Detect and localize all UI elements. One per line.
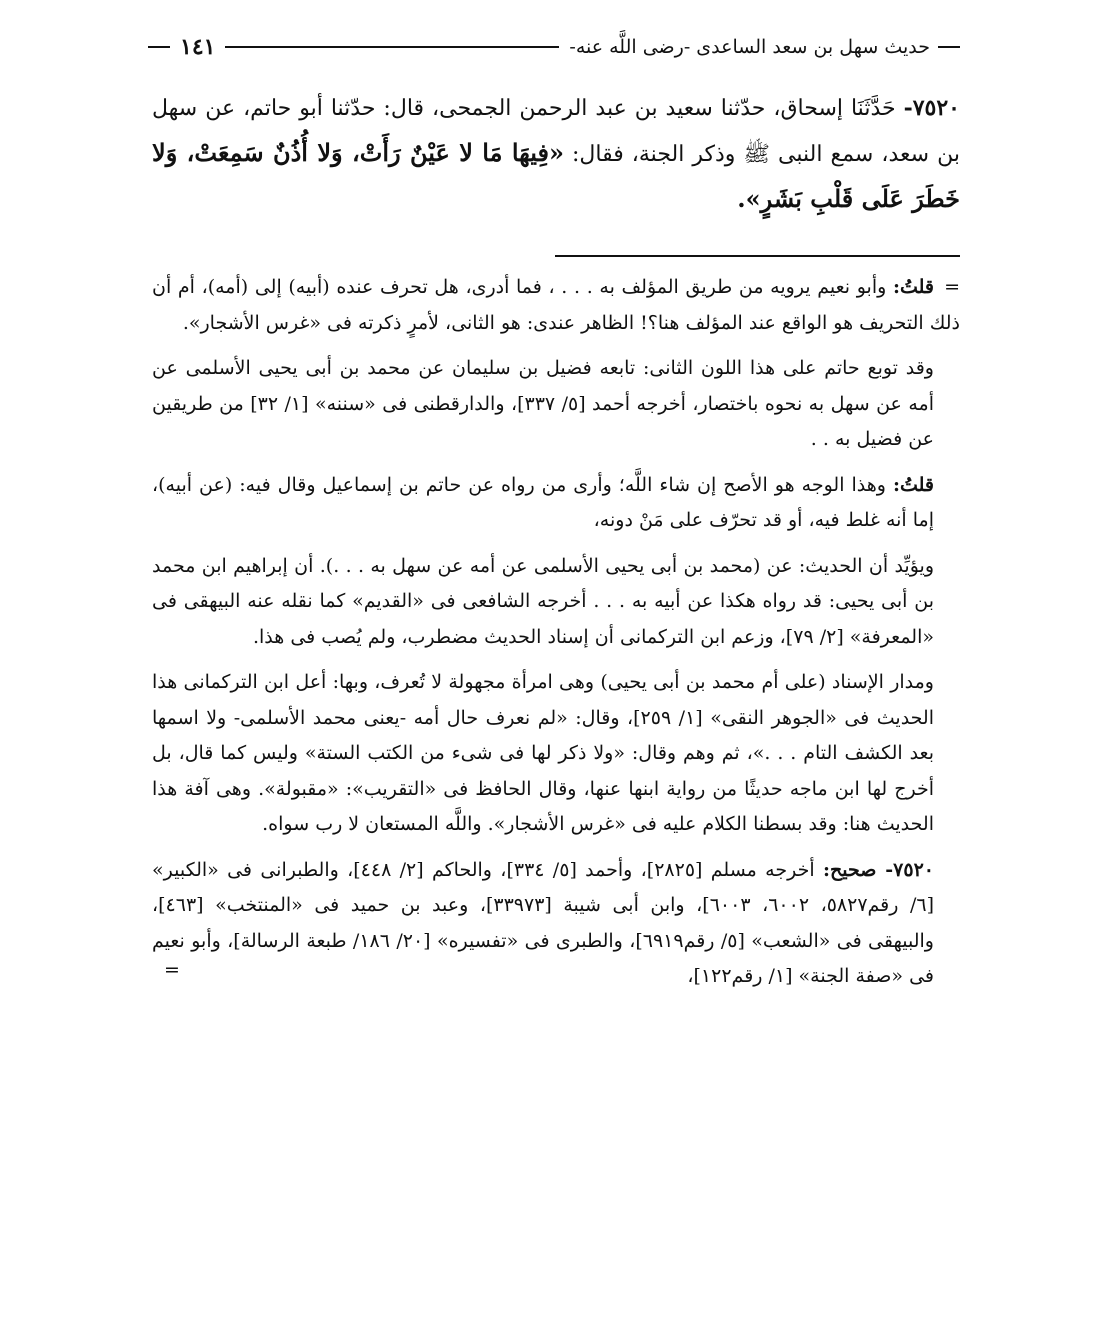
footnote-paragraph bbox=[152, 270, 960, 341]
note-keyword: قلتُ: bbox=[892, 276, 934, 298]
footnote-paragraph bbox=[152, 549, 960, 656]
hadith-isnad: حَدَّثَنَا إسحاق، حدّثنا سعيد بن عبد الرحمن الجمحى، قال: حدّثنا أبو حاتم، عن سهل بن سعد، سمع النبى ﷺ وذكر الجنة، فقال: bbox=[152, 96, 960, 167]
footnote-divider bbox=[555, 255, 960, 257]
footnote-paragraph bbox=[152, 665, 960, 843]
hadith-matn: «فِيهَا مَا لا عَيْنٌ رَأَتْ، وَلا أُذُنٌ سَمِعَتْ، وَلا خَطَرَ عَلَى قَلْبِ بَشَرٍ». bbox=[152, 138, 960, 213]
page-number: ١٤١ bbox=[180, 34, 216, 60]
note-text: ومدار الإسناد (على أم محمد بن أبى يحيى) وهى امرأة مجهولة لا تُعرف، وبها: أعل ابن التركمانى هذا الحديث فى «الجوهر النقى» [١/ ٢٥٩]، وقال: «لم نعرف حال أمه -يعنى محمد الأسلمى- ولا اسمها بعد الكشف التام . . .»، ثم وهم وقال: «ولا ذكر لها فى شىء من الكتب الستة» وليس كما قال، بل أخرج لها ابن ماجه حديثًا من رواية ابنها عنها، وقال الحافظ فى «التقريب»: «مقبولة». وهى آفة هذا الحديث هنا: وقد بسطنا الكلام عليه فى «غرس الأشجار». واللَّه المستعان لا رب سواه. bbox=[152, 671, 934, 835]
hadith-text bbox=[152, 86, 960, 223]
takhrij-text: أخرجه مسلم [٢٨٢٥]، وأحمد [٥/ ٣٣٤]، والحاكم [٢/ ٤٤٨]، والطبرانى فى «الكبير» [٦/ رقم٥٨٢٧، ٦٠٠٢، ٦٠٠٣]، وابن أبى شيبة [٣٣٩٧٣]، وعبد بن حميد فى «المنتخب» [٤٦٣]، والبيهقى فى «الشعب» [٥/ رقم٦٩١٩]، والطبرى فى «تفسيره» [٢٠/ ١٨٦/ طبعة الرسالة]، وأبو نعيم فى «صفة الجنة» [١/ رقم١٢٢]، bbox=[152, 858, 935, 987]
note-keyword: قلتُ: bbox=[892, 473, 934, 496]
takhrij-keyword: ٧٥٢٠- صحيح: bbox=[822, 858, 934, 881]
continuation-mark: = bbox=[164, 959, 180, 981]
header-title: حديث سهل بن سعد الساعدى -رضى اللَّه عنه- bbox=[569, 36, 930, 58]
hadith-number: ٧٥٢٠- bbox=[903, 95, 960, 121]
header-dash-right bbox=[938, 46, 960, 48]
footnote-paragraph bbox=[152, 468, 960, 539]
note-text: وقد توبع حاتم على هذا اللون الثانى: تابعه فضيل بن سليمان عن محمد بن أبى يحيى الأسلمى عن أمه عن سهل به نحوه باختصار، أخرجه أحمد [٥/ ٣٣٧]، والدارقطنى فى «سننه» [١/ ٣٢] من طريقين عن فضيل به . . bbox=[152, 357, 934, 450]
header-rule bbox=[225, 46, 559, 48]
footnote-paragraph bbox=[152, 351, 960, 458]
note-text: وأبو نعيم يرويه من طريق المؤلف به . . . ، فما أدرى، هل تحرف عنده (أبيه) إلى (أمه)، أم أن ذلك التحريف هو الواقع عند المؤلف هنا؟! الظاهر عندى: هو الثانى، لأمرٍ ذكرته فى «غرس الأشجار». bbox=[152, 276, 960, 334]
running-header bbox=[148, 30, 960, 64]
footnotes bbox=[152, 270, 960, 1005]
note-text: وهذا الوجه هو الأصح إن شاء اللَّه؛ وأرى من رواه عن حاتم بن إسماعيل وقال فيه: (عن أبيه)، إما أنه غلط فيه، أو قد تحرّف على مَنْ دونه، bbox=[152, 473, 934, 531]
note-text: ويؤيِّد أن الحديث: عن (محمد بن أبى يحيى الأسلمى عن أمه عن سهل به . . .). أن إبراهيم ابن محمد بن أبى يحيى: قد رواه هكذا عن أبيه به . . . أخرجه الشافعى فى «القديم» كما نقله عنه البيهقى فى «المعرفة» [٢/ ٧٩]، وزعم ابن التركمانى أن إسناد الحديث مضطرب، ولم يُصب فى هذا. bbox=[152, 554, 934, 648]
header-dash-left bbox=[148, 46, 170, 48]
takhrij-paragraph bbox=[152, 853, 960, 995]
continuation-mark: = bbox=[944, 276, 960, 298]
